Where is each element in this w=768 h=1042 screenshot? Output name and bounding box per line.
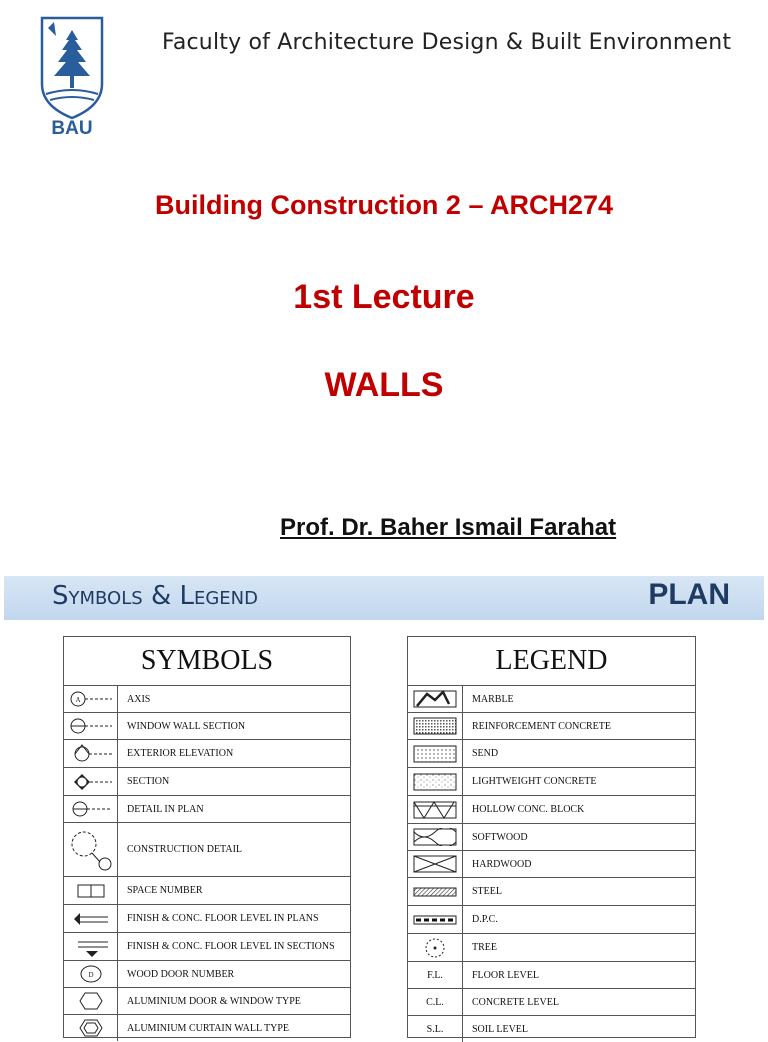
symbol-row	[64, 713, 350, 740]
legend-label: HOLLOW CONC. BLOCK	[472, 804, 585, 815]
section-banner	[4, 576, 764, 620]
legend-row	[408, 686, 695, 713]
marble-hatch	[413, 690, 457, 708]
legend-abbr: F.L.	[408, 962, 463, 988]
svg-text:D: D	[87, 971, 94, 979]
hardwood-hatch	[413, 855, 457, 873]
symbol-label: DETAIL IN PLAN	[127, 803, 204, 815]
legend-row	[408, 768, 695, 796]
legend-row	[408, 851, 695, 878]
legend-label: REINFORCEMENT CONCRETE	[472, 720, 611, 732]
symbol-label: ALUMINIUM DOOR & WINDOW TYPE	[127, 995, 301, 1007]
symbol-label: SECTION	[127, 776, 170, 787]
section-icon	[68, 771, 114, 793]
legend-row	[408, 934, 695, 962]
floor-level-plan-icon	[68, 909, 114, 929]
symbol-row	[64, 988, 350, 1015]
symbol-label: EXTERIOR ELEVATION	[127, 748, 234, 759]
curtain-wall-icon	[68, 1018, 114, 1038]
svg-text:A: A	[74, 696, 81, 704]
symbol-row	[64, 877, 350, 905]
symbols-heading: SYMBOLS	[64, 637, 350, 686]
floor-level-section-icon	[68, 936, 114, 958]
concrete-hatch	[413, 717, 457, 735]
symbol-label: SPACE NUMBER	[127, 885, 203, 896]
space-number-icon	[68, 881, 114, 901]
lightweight-hatch	[413, 773, 457, 791]
aluminium-door-icon	[68, 991, 114, 1011]
symbol-label: CONSTRUCTION DETAIL	[127, 844, 243, 855]
tree-icon	[413, 937, 457, 959]
lecture-title: 1st Lecture	[293, 278, 475, 316]
legend-row	[408, 878, 695, 906]
legend-label: D.P.C.	[472, 914, 498, 925]
symbol-row	[64, 1015, 350, 1041]
legend-label: MARBLE	[472, 693, 514, 705]
symbol-row	[64, 933, 350, 961]
legend-row	[408, 740, 695, 768]
bau-logo	[36, 14, 108, 138]
course-title: Building Construction 2 – ARCH274	[154, 190, 614, 220]
wood-door-icon	[68, 964, 114, 984]
legend-label: SOFTWOOD	[472, 831, 528, 843]
cedar-shield-icon	[36, 14, 108, 138]
legend-label: LIGHTWEIGHT CONCRETE	[472, 776, 597, 787]
sand-hatch	[413, 745, 457, 763]
logo-text: BAU	[51, 118, 93, 138]
topic-title: WALLS	[324, 366, 444, 404]
legend-table	[407, 636, 696, 1038]
block-hatch	[413, 801, 457, 819]
banner-plan-label: PLAN	[648, 578, 730, 611]
window-wall-section-icon	[68, 716, 114, 736]
banner-title: Symbols & Legend	[52, 581, 258, 611]
symbols-table	[63, 636, 351, 1038]
steel-hatch	[413, 883, 457, 901]
symbol-row	[64, 961, 350, 988]
symbol-label: FINISH & CONC. FLOOR LEVEL IN PLANS	[127, 913, 319, 924]
legend-row	[408, 824, 695, 851]
exterior-elevation-icon	[68, 743, 114, 765]
legend-row	[408, 906, 695, 934]
symbol-row	[64, 823, 350, 877]
legend-row	[408, 796, 695, 824]
symbol-label: FINISH & CONC. FLOOR LEVEL IN SECTIONS	[127, 941, 335, 952]
dpc-hatch	[413, 911, 457, 929]
symbol-label: ALUMINIUM CURTAIN WALL TYPE	[127, 1022, 290, 1034]
professor-name: Prof. Dr. Baher Ismail Farahat	[280, 514, 617, 541]
legend-row	[408, 989, 695, 1016]
legend-row	[408, 713, 695, 740]
legend-row	[408, 1016, 695, 1042]
axis-icon	[68, 689, 114, 709]
legend-label: SEND	[472, 748, 499, 759]
legend-label: HARDWOOD	[472, 858, 532, 870]
detail-in-plan-icon	[68, 799, 114, 819]
symbol-row	[64, 768, 350, 796]
legend-abbr: S.L.	[408, 1016, 463, 1042]
legend-row	[408, 962, 695, 989]
symbol-label: WOOD DOOR NUMBER	[127, 968, 235, 980]
legend-label: TREE	[472, 942, 497, 953]
faculty-name: Faculty of Architecture Design & Built Environment	[162, 30, 732, 55]
symbol-row	[64, 740, 350, 768]
construction-detail-icon	[68, 826, 114, 874]
legend-label: FLOOR LEVEL	[472, 969, 539, 981]
legend-label: SOIL LEVEL	[472, 1023, 529, 1035]
symbol-row	[64, 686, 350, 713]
legend-heading: LEGEND	[408, 637, 695, 686]
symbol-row	[64, 905, 350, 933]
symbol-row	[64, 796, 350, 823]
legend-abbr: C.L.	[408, 989, 463, 1015]
legend-label: STEEL	[472, 886, 502, 897]
softwood-hatch	[413, 828, 457, 846]
legend-label: CONCRETE LEVEL	[472, 996, 559, 1008]
symbol-label: AXIS	[127, 693, 151, 705]
symbol-label: WINDOW WALL SECTION	[127, 720, 246, 732]
